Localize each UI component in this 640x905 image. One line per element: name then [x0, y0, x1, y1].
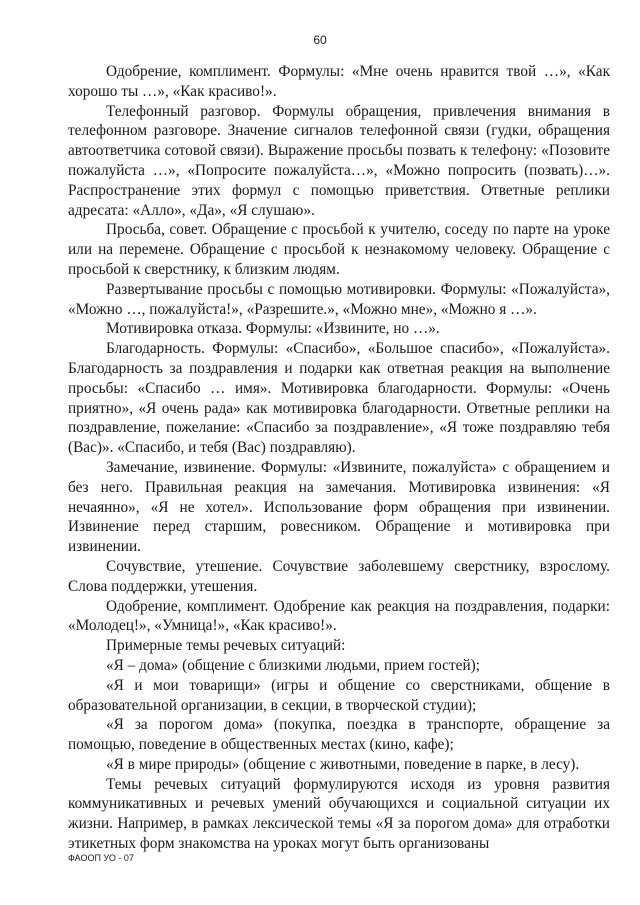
- paragraph: Сочувствие, утешение. Сочувствие заболевшему сверстнику, взрослому. Слова поддержки, утешения.: [68, 557, 610, 595]
- paragraph: Замечание, извинение. Формулы: «Извините, пожалуйста» с обращением и без него. Правильная реакция на замечания. Мотивировка извинения: «Я нечаянно», «Я не хотел». Использование форм обращения при извинении. Извинение перед старшим, ровесником. Обращение и мотивировка при извинении.: [68, 458, 610, 556]
- paragraph: Телефонный разговор. Формулы обращения, привлечения внимания в телефонном разговоре. Значение сигналов телефонной связи (гудки, обращения автоответчика сотовой связи). Выражение просьбы позвать к телефону: «Позовите пожалуйста …», «Попросите пожалуйста…», «Можно попросить (позвать)…». Распространение этих формул с помощью приветствия. Ответные реплики адресата: «Алло», «Да», «Я слушаю».: [68, 102, 610, 219]
- list-item: «Я и мои товарищи» (игры и общение со сверстниками, общение в образовательной организации, в секции, в творческой студии);: [68, 676, 610, 714]
- document-footer: ФАООП УО - 07: [68, 853, 134, 863]
- paragraph: Мотивировка отказа. Формулы: «Извините, но …».: [106, 320, 440, 338]
- paragraph: Примерные темы речевых ситуаций:: [106, 637, 346, 655]
- paragraph: Просьба, совет. Обращение с просьбой к учителю, соседу по парте на уроке или на перемене. Обращение с просьбой к незнакомому человеку. Обращение с просьбой к сверстнику, к близким людям.: [68, 221, 610, 278]
- list-item: «Я – дома» (общение с близкими людьми, прием гостей);: [106, 656, 480, 674]
- paragraph: Темы речевых ситуаций формулируются исходя из уровня развития коммуникативных и речевых умений обучающихся и социальной ситуации их жизни. Например, в рамках лексической темы «Я за порогом дома» для отработки этикетных форм знакомства на уроках могут быть организованы: [68, 775, 610, 853]
- paragraph: Развертывание просьбы с помощью мотивировки. Формулы: «Пожалуйста», «Можно …, пожалуйста!», «Разрешите.», «Можно мне», «Можно я …».: [68, 280, 610, 318]
- list-item: «Я за порогом дома» (покупка, поездка в транспорте, обращение за помощью, поведение в общественных местах (кино, кафе);: [68, 716, 610, 754]
- paragraph: Одобрение, комплимент. Формулы: «Мне очень нравится твой …», «Как хорошо ты …», «Как красиво!».: [68, 63, 610, 100]
- list-item: «Я в мире природы» (общение с животными, поведение в парке, в лесу).: [106, 755, 580, 773]
- paragraph: Одобрение, комплимент. Одобрение как реакция на поздравления, подарки: «Молодец!», «Умница!», «Как красиво!».: [68, 597, 610, 635]
- page-number: 60: [313, 33, 327, 47]
- page-content: [68, 62, 610, 854]
- paragraph: Благодарность. Формулы: «Спасибо», «Большое спасибо», «Пожалуйста». Благодарность за поздравления и подарки как ответная реакция на выполнение просьбы: «Спасибо … имя». Мотивировка благодарности. Формулы: «Очень приятно», «Я очень рада» как мотивировка благодарности. Ответные реплики на поздравление, пожелание: «Спасибо за поздравление», «Я тоже поздравляю тебя (Вас)». «Спасибо, и тебя (Вас) поздравляю).: [68, 340, 610, 457]
